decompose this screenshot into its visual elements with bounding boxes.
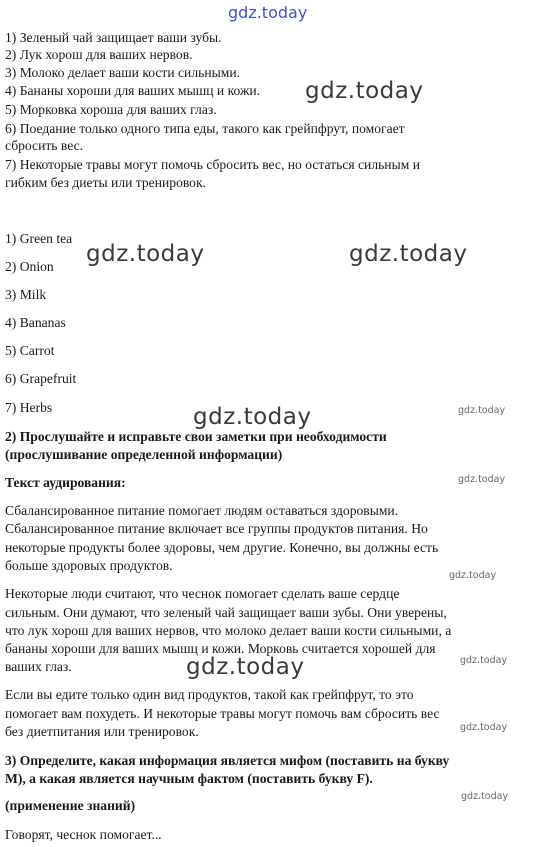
statement-3: 3) Молоко делает ваши кости сильными.	[5, 65, 241, 80]
food-item: 3) Milk	[5, 287, 47, 302]
statement-7-cont: гибким без диеты или тренировок.	[5, 175, 206, 190]
food-item: 7) Herbs	[5, 400, 53, 415]
para2-line: сильным. Они думают, что зеленый чай защищает ваши зубы. Они уверены,	[5, 605, 447, 620]
task3-heading: 3) Определите, какая информация является мифом (поставить на букву	[5, 753, 450, 768]
statement-7: 7) Некоторые травы могут помочь сбросить вес, но остаться сильным и	[5, 157, 420, 172]
food-item: 4) Bananas	[5, 315, 66, 330]
statement-6: 6) Поедание только одного типа еды, такого как грейпфрут, помогает	[5, 121, 405, 136]
para1-line: больше здоровых продуктов.	[5, 558, 173, 573]
para3-line: Если вы едите только один вид продуктов, такой как грейпфрут, то это	[5, 687, 414, 702]
food-item: 6) Grapefruit	[5, 371, 77, 386]
watermark-3: gdz.today	[349, 241, 468, 267]
task2-heading-cont: (прослушивание определенной информации)	[5, 447, 283, 462]
statement-5: 5) Морковка хороша для ваших глаз.	[5, 102, 217, 117]
para2-line: что лук хорош для ваших нервов, что молоко делает ваши кости сильными, а	[5, 623, 452, 638]
watermark-small-2: gdz.today	[458, 474, 506, 485]
para2-line: ваших глаз.	[5, 659, 72, 674]
task2-heading: 2) Прослушайте и исправьте свои заметки при необходимости	[5, 429, 387, 444]
watermark-4: gdz.today	[193, 404, 312, 430]
watermark-small-1: gdz.today	[458, 405, 506, 416]
statement-6-cont: сбросить вес.	[5, 138, 84, 153]
para2-line: Некоторые люди считают, что чеснок помогает сделать ваше сердце	[5, 586, 400, 601]
para2-line: бананы хороши для ваших мышц и кожи. Морковь считается хорошей для	[5, 641, 436, 656]
statement-2: 2) Лук хорош для ваших нервов.	[5, 47, 193, 62]
watermark-small-5: gdz.today	[460, 722, 508, 733]
task3-heading-cont: M), а какая является научным фактом (поставить букву F).	[5, 771, 373, 786]
statement-4: 4) Бананы хороши для ваших мышц и кожи.	[5, 83, 261, 98]
food-item: 1) Green tea	[5, 231, 73, 246]
watermark-1: gdz.today	[305, 78, 424, 104]
watermark-5: gdz.today	[186, 654, 305, 680]
food-item: 5) Carrot	[5, 343, 55, 358]
statement-1: 1) Зеленый чай защищает ваши зубы.	[5, 30, 222, 45]
para3-line: без диетпитания или тренировок.	[5, 724, 199, 739]
watermark-small-6: gdz.today	[461, 791, 509, 802]
food-item: 2) Onion	[5, 259, 54, 274]
watermark-small-4: gdz.today	[460, 655, 508, 666]
watermark-2: gdz.today	[86, 241, 205, 267]
watermark-small-3: gdz.today	[449, 570, 497, 581]
para1-line: Сбалансированное питание помогает людям оставаться здоровыми.	[5, 503, 399, 518]
para3-line: помогает вам похудеть. И некоторые травы могут помочь вам сбросить вес	[5, 706, 440, 721]
last-line: Говорят, чеснок помогает...	[5, 827, 162, 842]
para1-line: некоторые продукты более здоровы, чем другие. Конечно, вы должны есть	[5, 540, 439, 555]
listening-title: Текст аудирования:	[5, 475, 126, 490]
watermark-top: gdz.today	[228, 3, 308, 22]
para1-line: Сбалансированное питание включает все группы продуктов питания. Но	[5, 521, 428, 536]
task3-note: (применение знаний)	[5, 798, 136, 813]
